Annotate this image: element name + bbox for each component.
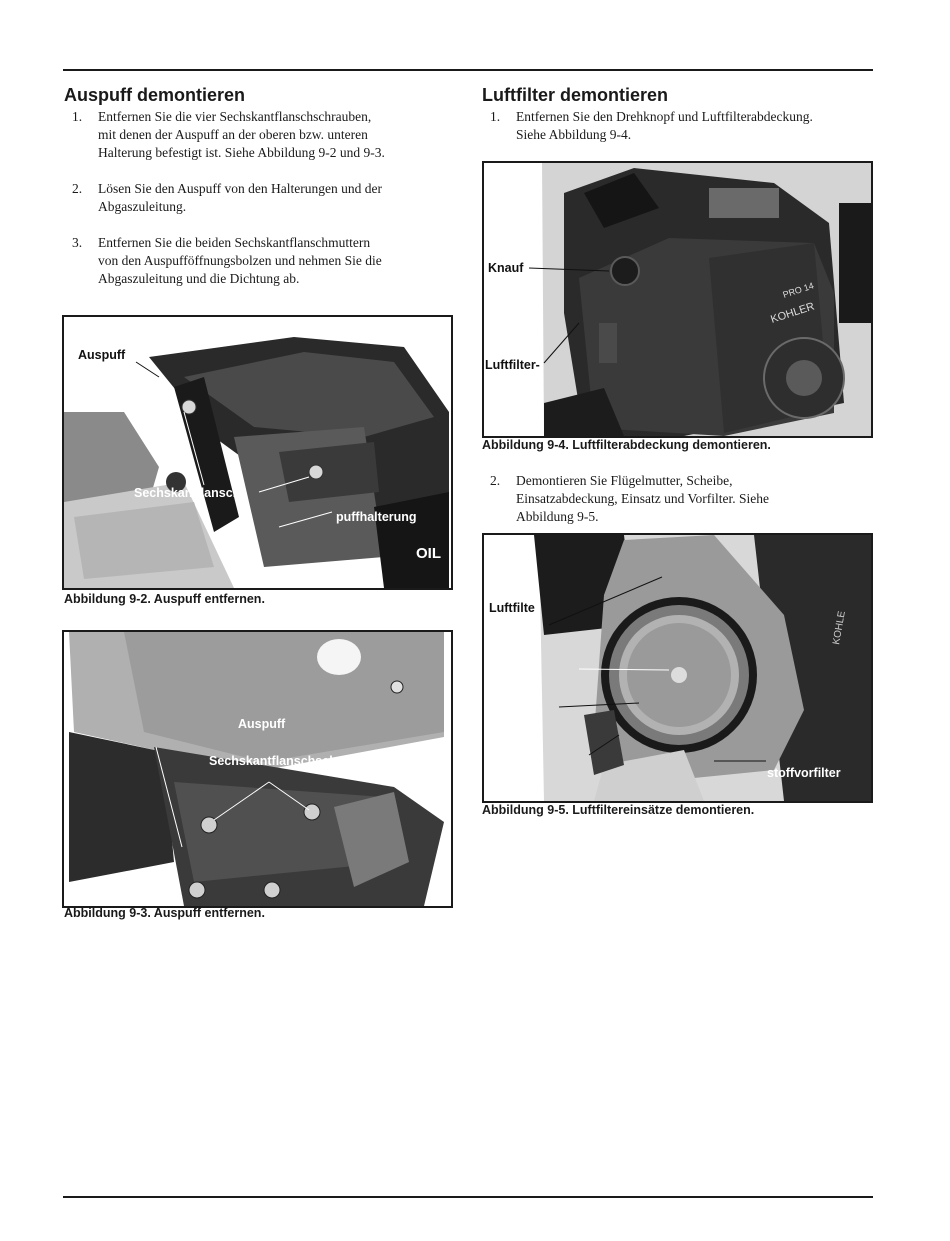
list-item: 1. Entfernen Sie den Drehknopf und Luftfilterabdeckung. Siehe Abbildung 9-4. bbox=[490, 109, 813, 142]
caption-figure-9-4: Abbildung 9-4. Luftfilterabdeckung demontieren. bbox=[482, 438, 771, 452]
label-stoffvorfilter: stoffvorfilter bbox=[767, 766, 841, 780]
figure-9-4 bbox=[482, 161, 873, 438]
model-plate-text: PRO 14 bbox=[781, 280, 816, 300]
luftfilter-step-1 bbox=[482, 108, 882, 144]
figure-9-2 bbox=[62, 315, 453, 590]
list-item: 2. Lösen Sie den Auspuff von den Halterungen und der Abgaszuleitung. bbox=[72, 181, 382, 214]
label-auspuff-9-3: Auspuff bbox=[238, 717, 286, 731]
label-sechskantflansch: Sechskantflansch bbox=[134, 486, 241, 500]
airfilter-photo-9-5 bbox=[484, 535, 871, 801]
caption-figure-9-3: Abbildung 9-3. Auspuff entfernen. bbox=[64, 906, 265, 920]
label-knauf: Knauf bbox=[488, 261, 524, 275]
engine-photo-9-4 bbox=[484, 163, 871, 436]
label-auspuff: Auspuff bbox=[78, 348, 126, 362]
list-item: 3. Entfernen Sie die beiden Sechskantflanschmuttern von den Auspufföffnungsbolzen und nehmen Sie die Abgaszuleitung und die Dichtung ab. bbox=[72, 235, 382, 286]
figure-9-3 bbox=[62, 630, 453, 908]
caption-figure-9-2: Abbildung 9-2. Auspuff entfernen. bbox=[64, 592, 265, 606]
brand-plate-text: KOHLER bbox=[769, 300, 816, 326]
label-oil: OIL bbox=[416, 545, 441, 562]
section-heading-auspuff: Auspuff demontieren bbox=[64, 85, 246, 105]
list-item: 1. Entfernen Sie die vier Sechskantflanschschrauben, mit denen der Auspuff an der oberen bzw. unteren Halterung befestigt ist. Siehe Abbildung 9-2 und 9-3. bbox=[72, 109, 385, 160]
brand-plate-text-9-5: KOHLE bbox=[831, 610, 848, 646]
label-luftfilterabdeckung: Luftfilter- bbox=[485, 358, 540, 372]
list-item: 2. Demontieren Sie Flügelmutter, Scheibe, Einsatzabdeckung, Einsatz und Vorfilter. Siehe Abbildung 9-5. bbox=[490, 473, 769, 524]
luftfilter-step-2 bbox=[482, 472, 882, 526]
top-rule bbox=[63, 69, 873, 71]
section-heading-luftfilter: Luftfilter demontieren bbox=[482, 85, 669, 105]
figure-9-5 bbox=[482, 533, 873, 803]
exhaust-photo-9-3 bbox=[64, 632, 451, 906]
caption-figure-9-5: Abbildung 9-5. Luftfiltereinsätze demontieren. bbox=[482, 803, 755, 817]
label-luftfilter-9-5: Luftfilte bbox=[489, 601, 535, 615]
bottom-rule bbox=[63, 1196, 873, 1198]
auspuff-steps bbox=[64, 108, 454, 288]
label-auspuffhalterung: puffhalterung bbox=[336, 510, 417, 524]
label-sechskantflanschschrauben: Sechskantflanschschrauben bbox=[209, 754, 379, 768]
